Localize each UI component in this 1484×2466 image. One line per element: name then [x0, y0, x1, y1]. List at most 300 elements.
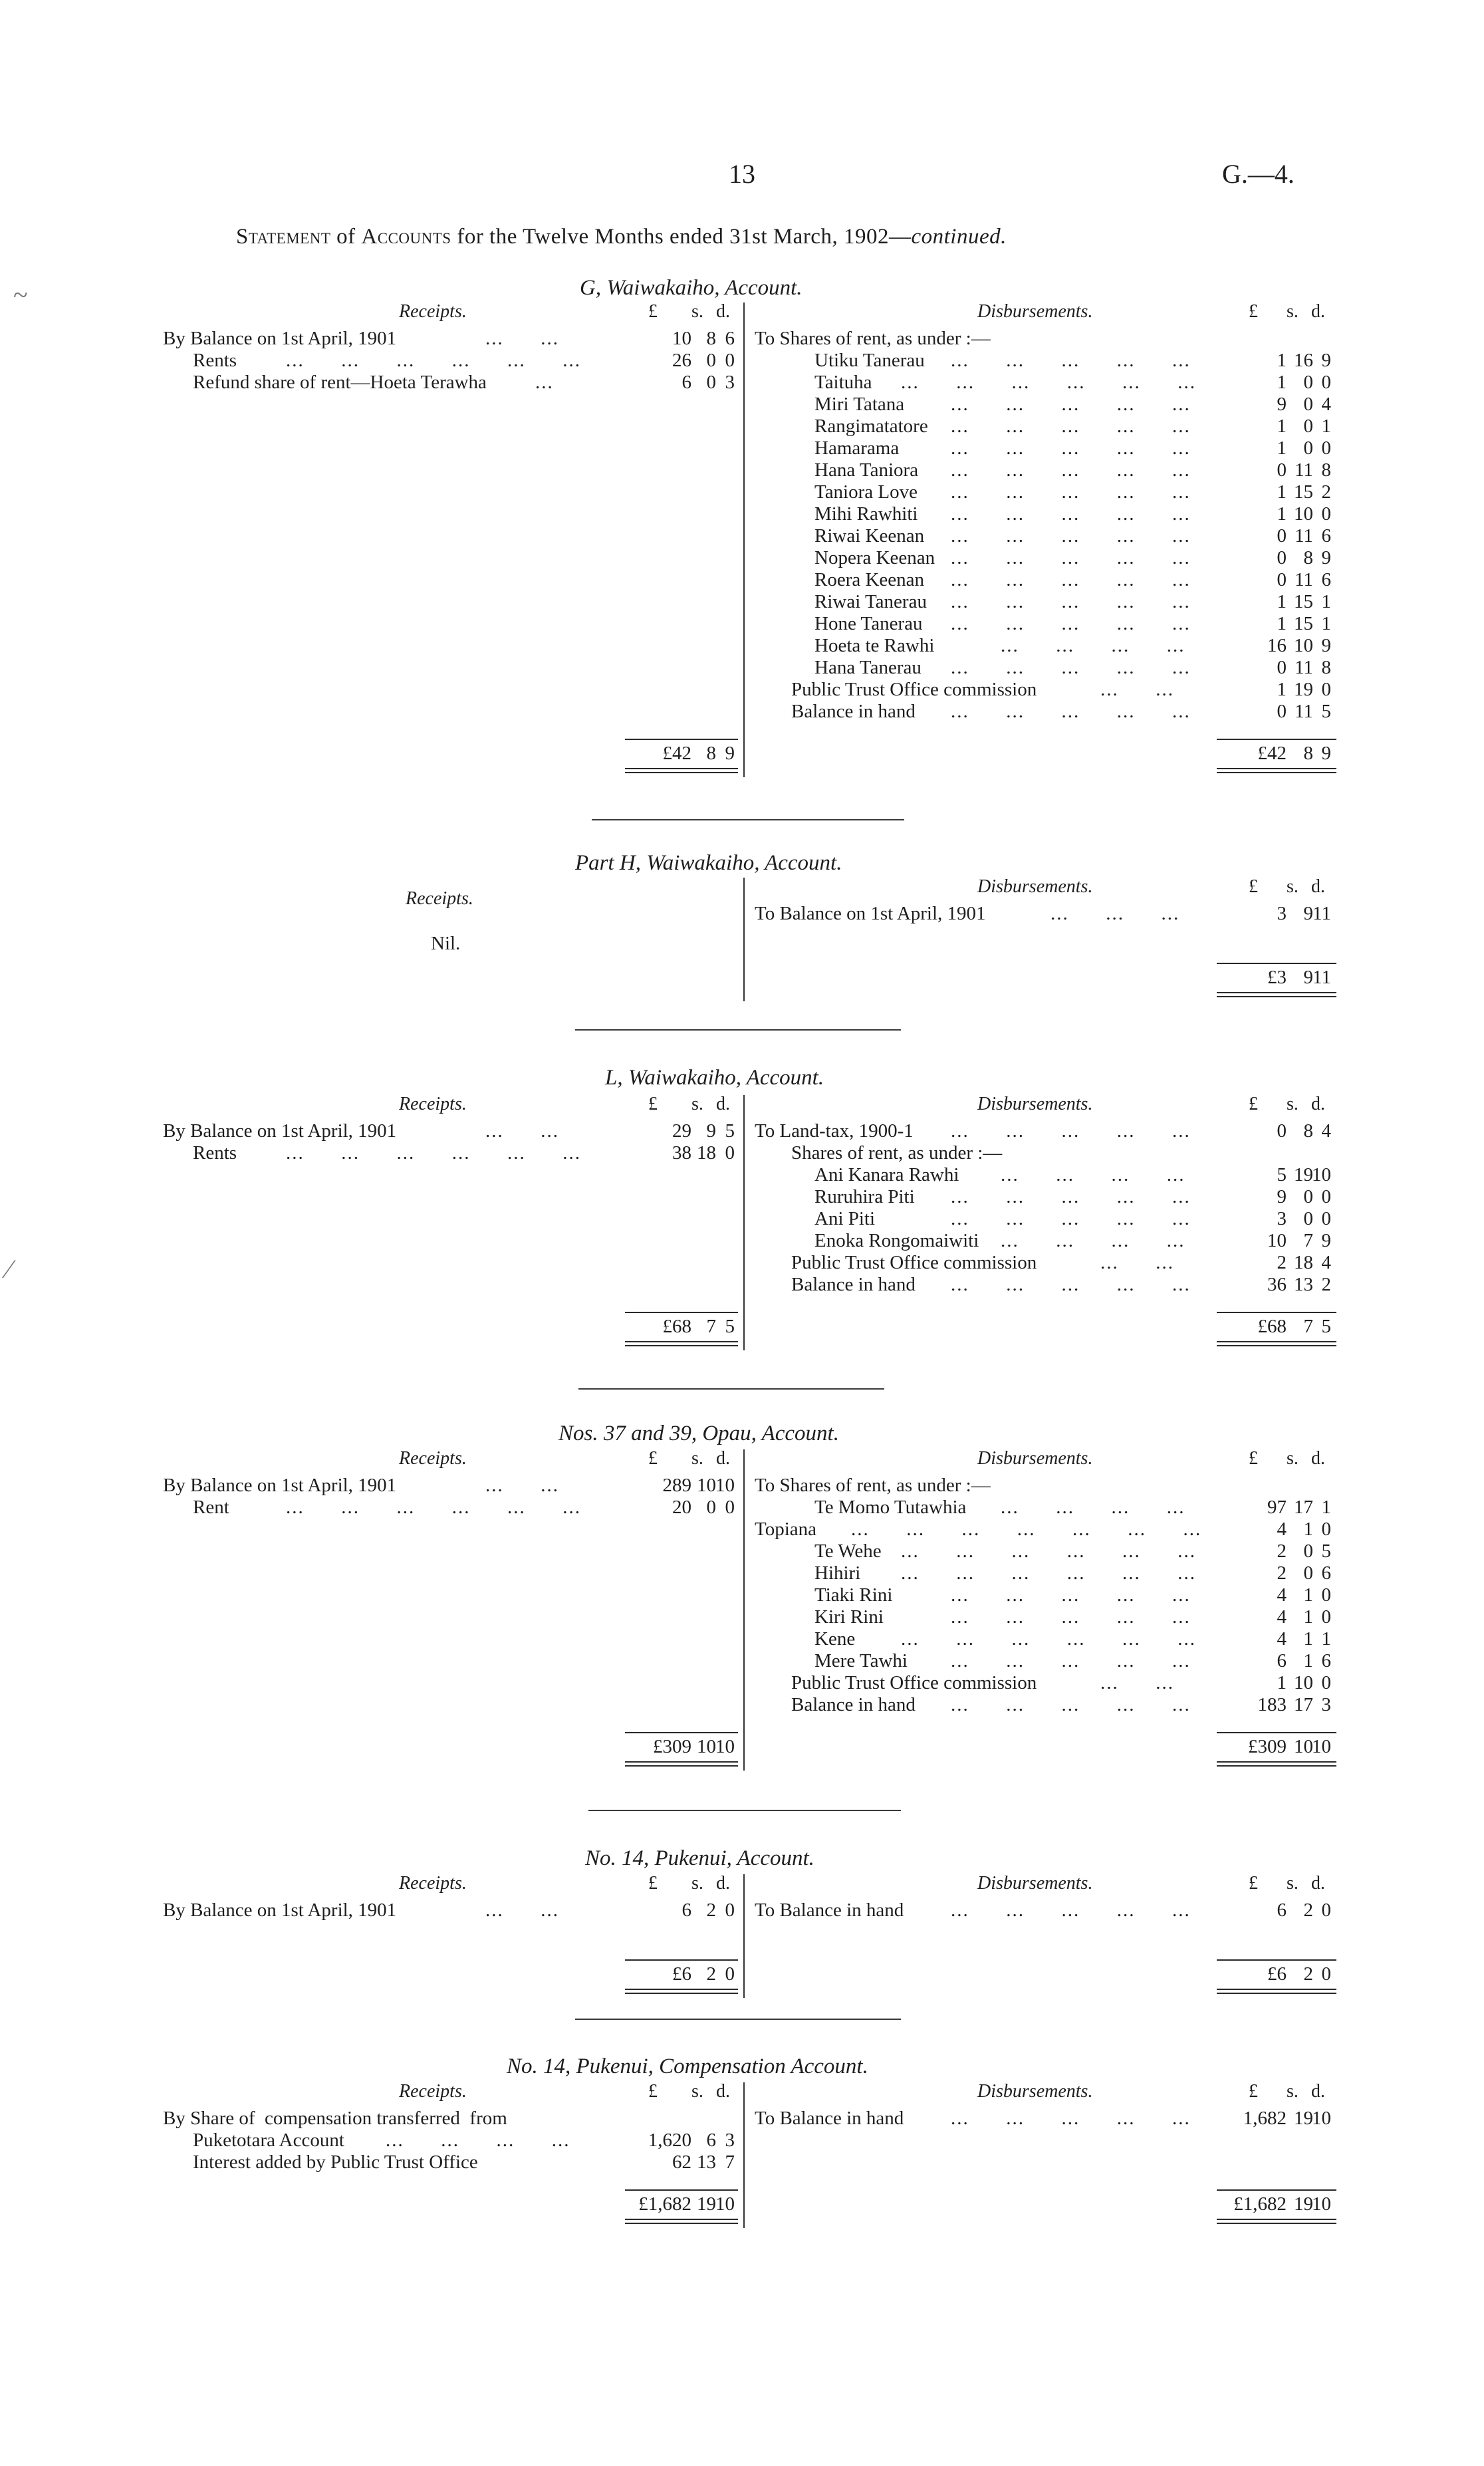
amount-pounds: 5: [1277, 1164, 1287, 1185]
disbursement-line: Public Trust Office commission: [791, 1672, 1037, 1693]
total-pence: 5: [1321, 1316, 1331, 1337]
pence-header: d.: [1311, 1873, 1325, 1894]
amount-pence: 3: [725, 372, 735, 393]
dot-leader: ... ... ... ... ...: [951, 547, 1191, 568]
pence-header: d.: [1311, 876, 1325, 897]
dot-leader: ... ... ... ... ...: [951, 503, 1191, 525]
shillings-header: s.: [1287, 1094, 1298, 1114]
amount-shillings: 13: [697, 2152, 716, 2173]
column-divider: [743, 1449, 745, 1771]
section-separator: [575, 1029, 901, 1031]
pence-header: d.: [716, 301, 730, 322]
dot-leader: ... ... ... ... ...: [951, 701, 1191, 722]
disbursement-line: Hoeta te Rawhi: [814, 635, 935, 656]
amount-pence: 3: [725, 2130, 735, 2151]
total-pounds: £309: [653, 1736, 691, 1757]
amount-pence: 0: [1321, 372, 1331, 393]
amount-shillings: 11: [1295, 459, 1313, 481]
amount-pounds: 26: [672, 350, 691, 371]
amount-shillings: 0: [1303, 372, 1313, 393]
dot-leader: ... ... ... ... ... ...: [286, 1497, 581, 1518]
total-pounds: £3: [1267, 967, 1287, 988]
amount-shillings: 11: [1295, 525, 1313, 547]
disbursement-line: Nopera Keenan: [814, 547, 935, 568]
amount-pence: 1: [1321, 1497, 1331, 1518]
section-separator: [592, 819, 904, 820]
disbursement-line: Kene: [814, 1628, 856, 1650]
disbursement-line: Taniora Love: [814, 481, 918, 503]
pence-header: d.: [716, 1448, 730, 1469]
total-rule-bottom: [1217, 1341, 1336, 1342]
total-shillings: 7: [706, 1316, 716, 1337]
amount-pence: 0: [725, 1900, 735, 1921]
total-rule-bottom-double: [1217, 1993, 1336, 1994]
amount-pence: 9: [1321, 547, 1331, 568]
disbursement-line: Te Momo Tutawhia: [814, 1497, 967, 1518]
dot-leader: ...: [535, 372, 554, 393]
disbursement-line: To Balance on 1st April, 1901: [755, 903, 986, 924]
amount-pence: 6: [725, 328, 735, 349]
dot-leader: ... ...: [485, 328, 559, 349]
amount-pounds: 9: [1277, 394, 1287, 415]
shillings-header: s.: [1287, 2081, 1298, 2102]
amount-pounds: 0: [1277, 459, 1287, 481]
amount-shillings: 10: [1294, 635, 1313, 656]
disbursement-line: Balance in hand: [791, 1694, 916, 1715]
amount-pence: 6: [1321, 1650, 1331, 1671]
dot-leader: ... ... ... ...: [1001, 1164, 1185, 1185]
amount-pounds: 16: [1267, 635, 1287, 656]
amount-pounds: 0: [1277, 657, 1287, 678]
amount-shillings: 8: [706, 328, 716, 349]
disbursement-line: Tiaki Rini: [814, 1584, 893, 1606]
pound-header: £: [648, 2081, 658, 2102]
section-separator: [575, 2019, 901, 2020]
total-shillings: 2: [706, 1963, 716, 1985]
amount-shillings: 1: [1303, 1628, 1313, 1650]
dot-leader: ... ... ... ... ... ...: [901, 1562, 1196, 1584]
amount-pounds: 6: [1277, 1900, 1287, 1921]
disbursement-line: To Shares of rent, as under :—: [755, 328, 991, 349]
amount-pounds: 1: [1277, 1672, 1287, 1693]
dot-leader: ... ... ... ... ...: [951, 1120, 1191, 1142]
amount-pence: 0: [1321, 437, 1331, 459]
amount-pounds: 1,620: [648, 2130, 691, 2151]
total-rule-bottom-double: [1217, 772, 1336, 773]
amount-pence: 0: [1321, 1186, 1331, 1207]
amount-shillings: 8: [1303, 1120, 1313, 1142]
shillings-header: s.: [691, 2081, 703, 2102]
receipts-heading: Receipts.: [406, 888, 473, 909]
amount-pounds: 1: [1277, 416, 1287, 437]
amount-pounds: 4: [1277, 1606, 1287, 1628]
amount-shillings: 11: [1295, 701, 1313, 722]
dot-leader: ... ... ... ... ...: [951, 416, 1191, 437]
disbursements-heading: Disbursements.: [977, 1873, 1093, 1894]
disbursement-line: Ruruhira Piti: [814, 1186, 915, 1207]
dot-leader: ... ... ... ... ... ...: [901, 1628, 1196, 1650]
total-rule-bottom: [1217, 768, 1336, 769]
account-title: G, Waiwakaiho, Account.: [580, 276, 803, 300]
receipt-line: By Share of compensation transferred from: [163, 2108, 507, 2129]
disbursement-line: Hana Taniora: [814, 459, 919, 481]
shillings-header: s.: [1287, 876, 1298, 897]
disbursement-line: Hone Tanerau: [814, 613, 923, 634]
amount-pence: 5: [725, 1120, 735, 1142]
amount-shillings: 11: [1295, 569, 1313, 590]
account-title: Part H, Waiwakaiho, Account.: [575, 851, 842, 875]
amount-pounds: 1: [1277, 350, 1287, 371]
amount-pence: 0: [1321, 1584, 1331, 1606]
section-separator: [578, 1388, 884, 1390]
dot-leader: ... ... ... ...: [1001, 1230, 1185, 1251]
page-number: 13: [729, 159, 755, 189]
statement-heading: Statement of Accounts for the Twelve Months ended 31st March, 1902—continued.: [236, 225, 1007, 249]
disbursement-line: Hana Tanerau: [814, 657, 922, 678]
amount-pounds: 1: [1277, 503, 1287, 525]
dot-leader: ... ... ... ... ... ...: [286, 1142, 581, 1164]
disbursements-heading: Disbursements.: [977, 1094, 1093, 1114]
amount-pence: 0: [1321, 1900, 1331, 1921]
pence-header: d.: [716, 2081, 730, 2102]
amount-pounds: 1: [1277, 679, 1287, 700]
amount-shillings: 0: [706, 372, 716, 393]
dot-leader: ... ... ... ... ...: [951, 613, 1191, 634]
shillings-header: s.: [691, 1873, 703, 1894]
dot-leader: ... ...: [485, 1900, 559, 1921]
dot-leader: ... ... ... ... ...: [951, 394, 1191, 415]
disbursement-line: Miri Tatana: [814, 394, 905, 415]
amount-pence: 5: [1321, 701, 1331, 722]
total-rule-bottom-double: [625, 1765, 738, 1767]
total-rule-top: [1217, 1732, 1336, 1733]
amount-pence: 4: [1321, 1252, 1331, 1273]
pound-header: £: [1249, 2081, 1258, 2102]
total-rule-top: [1217, 739, 1336, 740]
total-rule-bottom-double: [625, 1993, 738, 1994]
total-pence: 0: [1321, 1963, 1331, 1985]
total-pence: 9: [725, 743, 735, 764]
amount-pounds: 29: [672, 1120, 691, 1142]
dot-leader: ... ...: [485, 1475, 559, 1496]
disbursement-line: Te Wehe: [814, 1541, 882, 1562]
total-rule-bottom: [1217, 992, 1336, 993]
total-rule-bottom: [625, 768, 738, 769]
shillings-header: s.: [1287, 301, 1298, 322]
receipts-heading: Receipts.: [399, 1448, 467, 1469]
dot-leader: ... ...: [485, 1120, 559, 1142]
column-divider: [743, 1874, 745, 1998]
amount-shillings: 17: [1294, 1694, 1313, 1715]
receipts-nil: Nil.: [431, 933, 461, 954]
shillings-header: s.: [1287, 1873, 1298, 1894]
dot-leader: ... ...: [1100, 1252, 1174, 1273]
pound-header: £: [648, 1873, 658, 1894]
amount-shillings: 1: [1303, 1606, 1313, 1628]
amount-pence: 8: [1321, 459, 1331, 481]
disbursement-line: Taituha: [814, 372, 872, 393]
total-rule-top: [625, 1312, 738, 1313]
amount-shillings: 10: [1294, 503, 1313, 525]
amount-pounds: 38: [672, 1142, 691, 1164]
amount-shillings: 15: [1294, 613, 1313, 634]
disbursement-line: Hihiri: [814, 1562, 861, 1584]
total-pence: 10: [1312, 1736, 1331, 1757]
amount-pounds: 1: [1277, 591, 1287, 612]
amount-shillings: 19: [1294, 1164, 1313, 1185]
total-pence: 11: [1312, 967, 1331, 988]
total-shillings: 2: [1303, 1963, 1313, 1985]
amount-shillings: 0: [1303, 394, 1313, 415]
disbursement-line: Hamarama: [814, 437, 900, 459]
total-pence: 10: [1312, 2193, 1331, 2215]
total-rule-bottom: [625, 1341, 738, 1342]
total-rule-bottom-double: [1217, 1345, 1336, 1346]
receipt-line: By Balance on 1st April, 1901: [163, 1475, 397, 1496]
amount-shillings: 11: [1295, 657, 1313, 678]
amount-pounds: 4: [1277, 1584, 1287, 1606]
total-pence: 10: [715, 1736, 735, 1757]
amount-pence: 1: [1321, 613, 1331, 634]
dot-leader: ... ... ... ... ...: [951, 481, 1191, 503]
disbursement-line: Riwai Keenan: [814, 525, 925, 547]
dot-leader: ... ... ... ... ...: [951, 350, 1191, 371]
receipts-heading: Receipts.: [399, 1873, 467, 1894]
amount-pence: 0: [1321, 503, 1331, 525]
dot-leader: ... ... ... ... ...: [951, 1694, 1191, 1715]
account-title: No. 14, Pukenui, Account.: [585, 1846, 814, 1870]
amount-pounds: 1: [1277, 372, 1287, 393]
amount-pounds: 36: [1267, 1274, 1287, 1295]
amount-pence: 10: [1312, 1164, 1331, 1185]
total-rule-bottom-double: [625, 1345, 738, 1346]
account-title: No. 14, Pukenui, Compensation Account.: [507, 2054, 868, 2078]
amount-pence: 9: [1321, 350, 1331, 371]
disbursement-line: Public Trust Office commission: [791, 1252, 1037, 1273]
dot-leader: ... ... ... ... ...: [951, 591, 1191, 612]
disbursement-line: Mihi Rawhiti: [814, 503, 918, 525]
amount-shillings: 0: [706, 350, 716, 371]
total-pounds: £68: [662, 1316, 691, 1337]
total-pounds: £68: [1257, 1316, 1287, 1337]
total-pounds: £1,682: [1233, 2193, 1287, 2215]
amount-shillings: 18: [697, 1142, 716, 1164]
amount-pence: 2: [1321, 1274, 1331, 1295]
amount-pounds: 10: [672, 328, 691, 349]
total-rule-top: [625, 2189, 738, 2191]
pence-header: d.: [1311, 301, 1325, 322]
amount-pounds: 1: [1277, 613, 1287, 634]
scan-mark: ~: [13, 280, 28, 310]
amount-shillings: 10: [1294, 1672, 1313, 1693]
total-pounds: £42: [662, 743, 691, 764]
total-shillings: 10: [1294, 1736, 1313, 1757]
amount-shillings: 7: [1303, 1230, 1313, 1251]
pound-header: £: [1249, 1448, 1258, 1469]
amount-pounds: 1: [1277, 481, 1287, 503]
amount-pence: 0: [1321, 1606, 1331, 1628]
pound-header: £: [1249, 301, 1258, 322]
disbursement-line: Utiku Tanerau: [814, 350, 925, 371]
total-rule-bottom: [625, 1761, 738, 1763]
total-shillings: 10: [697, 1736, 716, 1757]
amount-pounds: 4: [1277, 1519, 1287, 1540]
disbursement-line: Roera Keenan: [814, 569, 925, 590]
dot-leader: ... ...: [1100, 679, 1174, 700]
column-divider: [743, 878, 745, 1001]
dot-leader: ... ... ... ... ...: [951, 569, 1191, 590]
dot-leader: ... ... ... ... ... ...: [901, 372, 1196, 393]
total-rule-bottom-double: [1217, 1765, 1336, 1767]
receipt-line: By Balance on 1st April, 1901: [163, 1900, 397, 1921]
pound-header: £: [648, 1448, 658, 1469]
dot-leader: ... ... ... ... ...: [951, 657, 1191, 678]
disbursement-line: Topiana: [755, 1519, 816, 1540]
column-divider: [743, 1095, 745, 1350]
disbursement-line: Riwai Tanerau: [814, 591, 927, 612]
amount-pounds: 9: [1277, 1186, 1287, 1207]
amount-pounds: 0: [1277, 1120, 1287, 1142]
total-pounds: £309: [1248, 1736, 1287, 1757]
pound-header: £: [648, 301, 658, 322]
dot-leader: ... ... ... ... ...: [951, 1606, 1191, 1628]
shillings-header: s.: [1287, 1448, 1298, 1469]
amount-pence: 1: [1321, 416, 1331, 437]
amount-pence: 0: [725, 1497, 735, 1518]
dot-leader: ... ... ... ... ... ...: [901, 1541, 1196, 1562]
amount-shillings: 0: [1303, 1186, 1313, 1207]
amount-pence: 1: [1321, 1628, 1331, 1650]
amount-shillings: 1: [1303, 1584, 1313, 1606]
receipt-line: Rent: [193, 1497, 229, 1518]
disbursements-heading: Disbursements.: [977, 876, 1093, 897]
pound-header: £: [1249, 1094, 1258, 1114]
amount-pounds: 1: [1277, 437, 1287, 459]
column-divider: [743, 303, 745, 777]
amount-pence: 0: [725, 1142, 735, 1164]
amount-pounds: 97: [1267, 1497, 1287, 1518]
amount-shillings: 0: [706, 1497, 716, 1518]
total-rule-top: [625, 1959, 738, 1961]
amount-pence: 4: [1321, 1120, 1331, 1142]
disbursement-line: To Land-tax, 1900-1: [755, 1120, 914, 1142]
total-rule-top: [625, 1732, 738, 1733]
amount-pence: 10: [715, 1475, 735, 1496]
amount-pence: 1: [1321, 591, 1331, 612]
disbursements-heading: Disbursements.: [977, 1448, 1093, 1469]
amount-pounds: 0: [1277, 547, 1287, 568]
amount-shillings: 0: [1303, 437, 1313, 459]
receipt-line: Puketotara Account: [193, 2130, 344, 2151]
amount-shillings: 15: [1294, 591, 1313, 612]
amount-shillings: 0: [1303, 1541, 1313, 1562]
pence-header: d.: [1311, 1448, 1325, 1469]
amount-shillings: 0: [1303, 1208, 1313, 1229]
total-pounds: £42: [1257, 743, 1287, 764]
total-rule-top: [1217, 1312, 1336, 1313]
total-rule-bottom-double: [1217, 2223, 1336, 2224]
disbursement-line: Rangimatatore: [814, 416, 928, 437]
shillings-header: s.: [691, 301, 703, 322]
dot-leader: ... ... ... ... ...: [951, 1900, 1191, 1921]
pound-header: £: [1249, 1873, 1258, 1894]
receipts-heading: Receipts.: [399, 1094, 467, 1114]
amount-pounds: 3: [1277, 1208, 1287, 1229]
dot-leader: ... ... ... ... ...: [951, 1186, 1191, 1207]
dot-leader: ... ...: [1100, 1672, 1174, 1693]
total-pence: 0: [725, 1963, 735, 1985]
disbursement-line: To Balance in hand: [755, 1900, 904, 1921]
amount-shillings: 9: [706, 1120, 716, 1142]
amount-pence: 11: [1312, 903, 1331, 924]
disbursement-line: Enoka Rongomaiwiti: [814, 1230, 979, 1251]
amount-pence: 5: [1321, 1541, 1331, 1562]
account-title: L, Waiwakaiho, Account.: [605, 1066, 824, 1090]
amount-shillings: 18: [1294, 1252, 1313, 1273]
total-shillings: 19: [1294, 2193, 1313, 2215]
total-rule-bottom-double: [1217, 996, 1336, 997]
amount-pence: 7: [725, 2152, 735, 2173]
amount-shillings: 19: [1294, 679, 1313, 700]
amount-pence: 10: [1312, 2108, 1331, 2129]
amount-shillings: 10: [697, 1475, 716, 1496]
dot-leader: ... ... ... ... ...: [951, 1274, 1191, 1295]
dot-leader: ... ... ... ... ...: [951, 525, 1191, 547]
amount-shillings: 19: [1294, 2108, 1313, 2129]
amount-pence: 3: [1321, 1694, 1331, 1715]
dot-leader: ... ... ... ... ...: [951, 459, 1191, 481]
dot-leader: ... ... ... ...: [1001, 635, 1185, 656]
disbursement-line: Ani Kanara Rawhi: [814, 1164, 959, 1185]
amount-pence: 0: [725, 350, 735, 371]
amount-shillings: 0: [1303, 416, 1313, 437]
receipts-heading: Receipts.: [399, 2081, 467, 2102]
amount-pounds: 289: [662, 1475, 691, 1496]
amount-pounds: 0: [1277, 569, 1287, 590]
dot-leader: ... ... ... ... ...: [951, 1208, 1191, 1229]
amount-pence: 8: [1321, 657, 1331, 678]
section-separator: [588, 1810, 901, 1811]
amount-pence: 0: [1321, 1208, 1331, 1229]
disbursement-line: Public Trust Office commission: [791, 679, 1037, 700]
amount-pounds: 6: [681, 1900, 691, 1921]
dot-leader: ... ... ... ... ...: [951, 437, 1191, 459]
amount-pence: 0: [1321, 1519, 1331, 1540]
amount-pounds: 0: [1277, 525, 1287, 547]
amount-pounds: 183: [1257, 1694, 1287, 1715]
disbursement-line: To Shares of rent, as under :—: [755, 1475, 991, 1496]
amount-pounds: 6: [1277, 1650, 1287, 1671]
amount-pounds: 1,682: [1243, 2108, 1287, 2129]
amount-pence: 4: [1321, 394, 1331, 415]
shillings-header: s.: [691, 1094, 703, 1114]
disbursements-heading: Disbursements.: [977, 2081, 1093, 2102]
amount-pence: 6: [1321, 569, 1331, 590]
amount-shillings: 15: [1294, 481, 1313, 503]
receipt-line: Interest added by Public Trust Office: [193, 2152, 478, 2173]
amount-shillings: 9: [1303, 903, 1313, 924]
disbursement-line: Shares of rent, as under :—: [791, 1142, 1003, 1164]
pound-header: £: [648, 1094, 658, 1114]
amount-shillings: 13: [1294, 1274, 1313, 1295]
receipt-line: By Balance on 1st April, 1901: [163, 1120, 397, 1142]
total-pounds: £6: [672, 1963, 691, 1985]
amount-shillings: 1: [1303, 1519, 1313, 1540]
total-shillings: 19: [697, 2193, 716, 2215]
dot-leader: ... ... ... ...: [386, 2130, 570, 2151]
total-shillings: 9: [1303, 967, 1313, 988]
shillings-header: s.: [691, 1448, 703, 1469]
